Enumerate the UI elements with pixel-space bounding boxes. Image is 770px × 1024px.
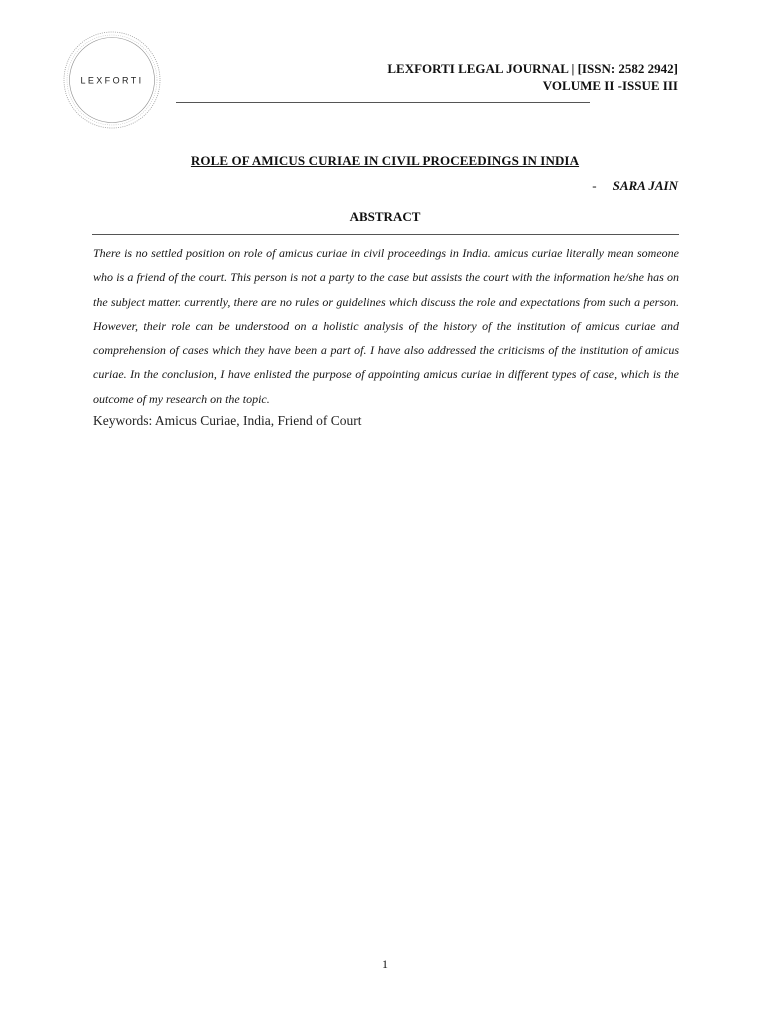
journal-name: LEXFORTI LEGAL JOURNAL | [ISSN: 2582 2942] (387, 61, 678, 76)
abstract-divider (92, 234, 679, 235)
journal-volume: VOLUME II -ISSUE III (542, 78, 678, 93)
lexforti-logo (62, 30, 162, 130)
header-divider (176, 102, 590, 103)
author-line (592, 178, 678, 194)
keywords: Keywords: Amicus Curiae, India, Friend of Court (93, 413, 362, 428)
article-title: ROLE OF AMICUS CURIAE IN CIVIL PROCEEDINGS IN INDIA (190, 153, 580, 168)
logo-wordmark: LEXFORTI (80, 75, 144, 86)
page-number: 1 (382, 957, 388, 971)
author-name: SARA JAIN (612, 178, 678, 193)
author-dash: - (592, 178, 597, 193)
abstract-heading: ABSTRACT (349, 209, 421, 224)
journal-header (387, 60, 678, 94)
abstract-text: There is no settled position on role of amicus curiae in civil proceedings in India. amicus curiae literally mean someone who is a friend of the court. This person is not a party to the case but assists the court with the information he/she has on the subject matter. currently, there are no rules or guidelines which discuss the role and expectations from such a person. However, their role can be understood on a holistic analysis of the history of the institution of amicus curiae and comprehension of cases which they have been a part of. I have also addressed the criticisms of the institution of amicus curiae. In the conclusion, I have enlisted the purpose of appointing amicus curiae in different types of case, which is the outcome of my research on the topic. (93, 246, 679, 406)
